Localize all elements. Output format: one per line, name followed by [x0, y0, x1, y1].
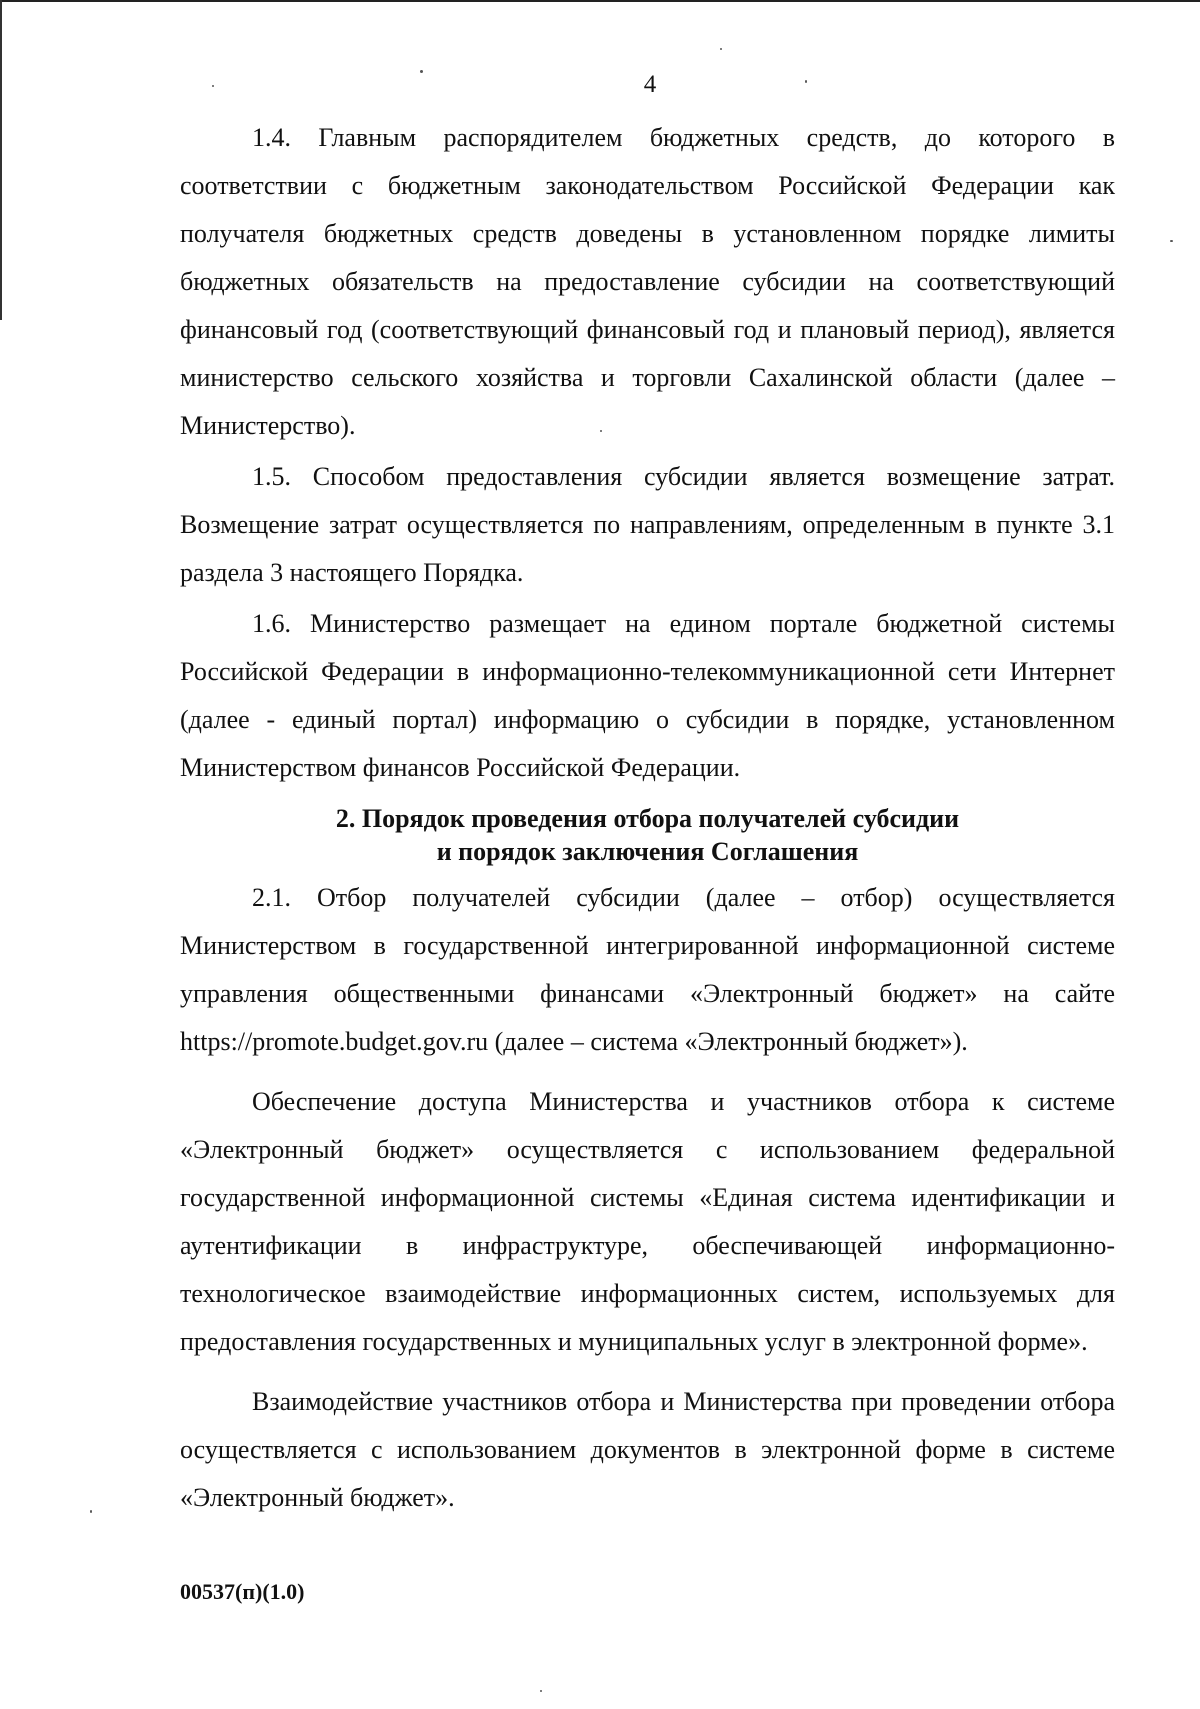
scan-speck — [420, 70, 423, 73]
paragraph-2-1-access: Обеспечение доступа Министерства и участников отбора к системе «Электронный бюджет» осуществляется с использованием федеральной государственной информационной системы «Единая система идентификации и аутентификации в инфраструктуре, обеспечивающей информационно-технологическое взаимодействие информационных систем, используемых для предоставления государственных и муниципальных услуг в электронной форме». — [180, 1087, 1115, 1356]
scan-speck — [90, 1510, 92, 1513]
scan-speck — [540, 1690, 542, 1692]
paragraph-1-6: 1.6. Министерство размещает на едином портале бюджетной системы Российской Федерации в информационно-телекоммуникационной сети Интернет (далее - единый портал) информацию о субсидии в порядке, установленном Министерством финансов Российской Федерации. — [180, 609, 1115, 782]
top-border-line — [0, 0, 1200, 2]
footer-document-code: 00537(п)(1.0) — [180, 1579, 305, 1604]
scan-speck — [805, 80, 807, 83]
scan-speck — [1170, 240, 1173, 242]
scan-speck — [720, 48, 722, 50]
section-2-heading — [180, 802, 1115, 868]
paragraph-1-5: 1.5. Способом предоставления субсидии является возмещение затрат. Возмещение затрат осуществляется по направлениям, определенным в пункте 3.1 раздела 3 настоящего Порядка. — [180, 462, 1115, 587]
paragraph-2-1: 2.1. Отбор получателей субсидии (далее – отбор) осуществляется Министерством в государственной интегрированной информационной системе управления общественными финансами «Электронный бюджет» на сайте https://promote.budget.gov.ru (далее – система «Электронный бюджет»). — [180, 883, 1115, 1056]
paragraph-1-4: 1.4. Главным распорядителем бюджетных средств, до которого в соответствии с бюджетным законодательством Российской Федерации как получателя бюджетных средств доведены в установленном порядке лимиты бюджетных обязательств на предоставление субсидии на соответствующий финансовый год (соответствующий финансовый год и плановый период), является министерство сельского хозяйства и торговли Сахалинской области (далее – Министерство). — [180, 123, 1115, 440]
scan-speck — [212, 85, 214, 87]
paragraph-2-1-interaction: Взаимодействие участников отбора и Министерства при проведении отбора осуществляется с использованием документов в электронной форме в системе «Электронный бюджет». — [180, 1387, 1115, 1512]
section-2-heading-line-2: и порядок заключения Соглашения — [436, 837, 859, 866]
section-2-heading-line-1: 2. Порядок проведения отбора получателей субсидии — [335, 804, 960, 833]
page-number: 4 — [643, 71, 657, 98]
document-body — [180, 114, 1115, 1522]
left-scan-edge — [0, 0, 2, 320]
scan-speck — [600, 430, 602, 432]
